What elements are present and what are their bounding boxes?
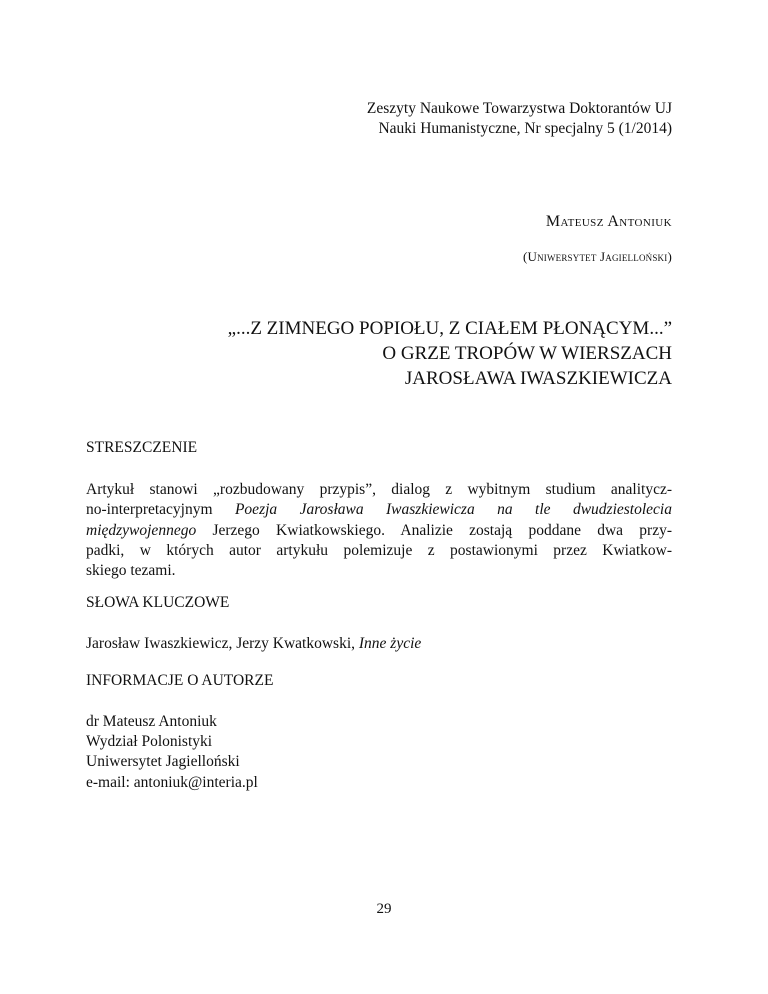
author-info	[86, 712, 672, 793]
author-degree-name: dr Mateusz Antoniuk	[86, 713, 217, 730]
journal-header	[367, 99, 672, 139]
book-title-cont: międzywojennego	[86, 521, 197, 539]
page-number: 29	[376, 901, 392, 917]
author-info-heading-block	[86, 672, 672, 690]
journal-issue: Nauki Humanistyczne, Nr specjalny 5 (1/2014)	[378, 120, 672, 137]
author-affiliation: (Uniwersytet Jagielloński)	[522, 249, 672, 264]
keywords-heading: SŁOWA KLUCZOWE	[86, 594, 230, 611]
abstract-heading: STRESZCZENIE	[86, 439, 198, 456]
title-line-2: O GRZE TROPÓW W WIERSZACH	[382, 343, 672, 364]
abstract-line: padki, w których autor artykułu polemizuje z postawionymi przez Kwiatkow-	[86, 541, 672, 559]
abstract-line: no-interpretacyjnym Poezja Jarosława Iwaszkiewicza na tle dwudziestolecia	[86, 501, 672, 519]
abstract-line: skiego tezami.	[86, 562, 176, 580]
book-title: Poezja Jarosława Iwaszkiewicza na tle dwudziestolecia	[234, 501, 672, 519]
author-name: Mateusz Antoniuk	[545, 213, 672, 230]
abstract-heading-block	[86, 439, 672, 457]
author-university: Uniwersytet Jagielloński	[86, 753, 240, 771]
author-info-heading: INFORMACJE O AUTORZE	[86, 672, 274, 689]
abstract-text	[86, 480, 672, 581]
keyword-italic: Inne życie	[358, 635, 422, 652]
author-faculty: Wydział Polonistyki	[86, 733, 213, 751]
keywords-text: Jarosław Iwaszkiewicz, Jerzy Kwatkowski, Inne życie	[86, 635, 422, 652]
keywords-heading-block	[86, 594, 672, 612]
article-title	[228, 316, 672, 391]
title-line-1: „...Z ZIMNEGO POPIOŁU, Z CIAŁEM PŁONĄCYM...”	[227, 318, 672, 339]
abstract-line: międzywojennego Jerzego Kwiatkowskiego. Analizie zostają poddane dwa przy-	[86, 521, 672, 539]
abstract-line: Artykuł stanowi „rozbudowany przypis”, dialog z wybitnym studium analitycz-	[86, 481, 672, 498]
title-line-3: JAROSŁAWA IWASZKIEWICZA	[404, 368, 672, 389]
author-email: e-mail: antoniuk@interia.pl	[86, 773, 258, 791]
journal-title: Zeszyty Naukowe Towarzystwa Doktorantów UJ	[366, 100, 672, 117]
